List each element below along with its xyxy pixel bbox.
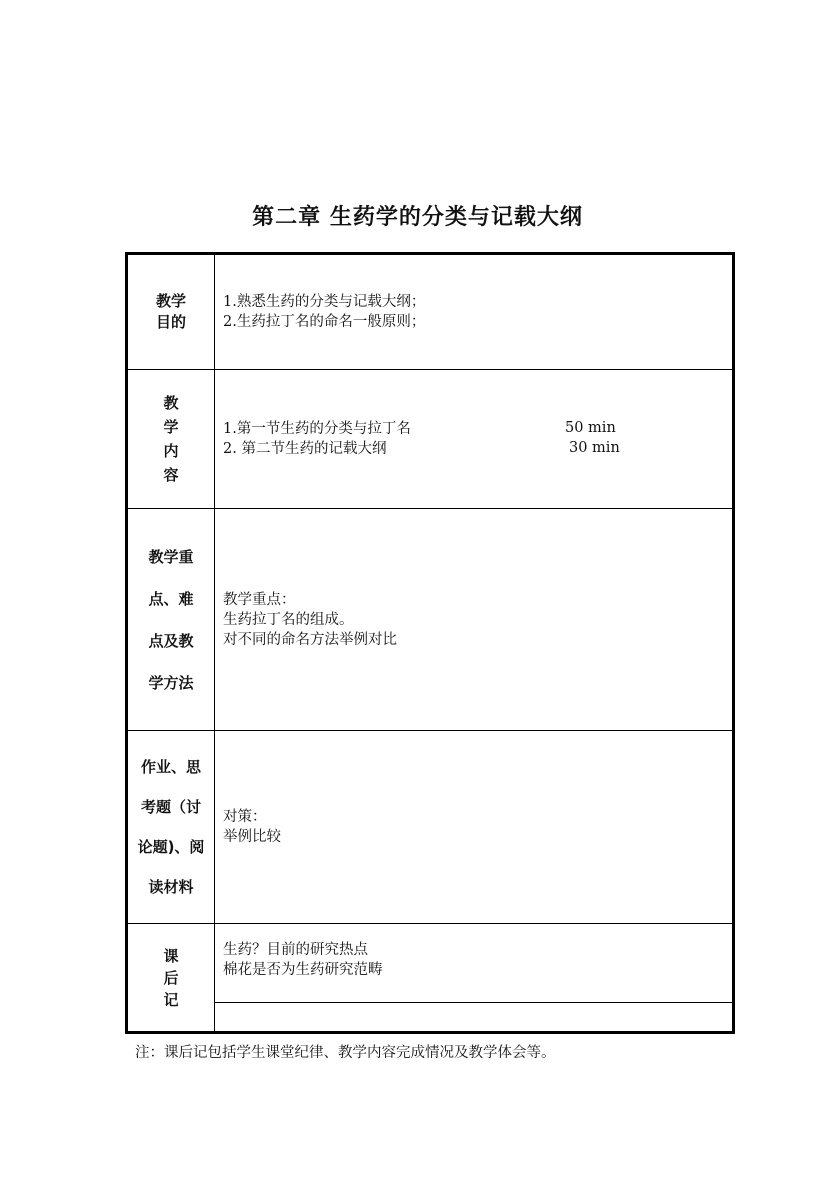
label-line: 读材料 [148, 878, 194, 896]
page-title: 第二章 生药学的分类与记载大纲 [252, 205, 583, 230]
focus-content [215, 509, 732, 730]
label-line: 学 [163, 418, 179, 436]
content-item-text: 2. 第二节生药的记载大纲 [223, 441, 387, 457]
objectives-row [128, 255, 732, 370]
label-line: 课 [163, 946, 179, 965]
content-line: 生药？目前的研究热点 [223, 942, 368, 958]
content-line: 生药拉丁名的组成。 [223, 611, 354, 628]
content-line: 对策： [223, 809, 267, 825]
lesson-plan-table [125, 252, 735, 1034]
content-line: 1.熟悉生药的分类与记载大纲； [223, 294, 426, 310]
label-line: 论题)、阅 [137, 838, 205, 856]
label-line: 学方法 [148, 673, 194, 692]
content-item-time: 30 min [569, 440, 620, 456]
content-line: 举例比较 [223, 829, 281, 845]
label-line: 教学 [155, 292, 186, 310]
label-line: 后 [163, 968, 179, 987]
label-line: 考题（讨 [140, 798, 201, 816]
content-line: 对不同的命名方法举例对比 [223, 631, 397, 648]
homework-row [128, 731, 732, 924]
content-item-time: 50 min [565, 420, 616, 436]
label-line: 教学重 [148, 547, 194, 566]
footnote: 注：课后记包括学生课堂纪律、教学内容完成情况及教学体会等。 [135, 1045, 556, 1061]
content-items [215, 370, 732, 508]
label-line: 点及教 [148, 631, 194, 650]
content-row [128, 370, 732, 509]
afterclass-row [128, 924, 732, 1031]
label-line: 教 [163, 394, 179, 412]
afterclass-content [215, 924, 732, 1002]
content-line: 教学重点： [223, 591, 296, 608]
afterclass-label [128, 924, 215, 1031]
afterclass-empty-cell [215, 1002, 732, 1031]
label-line: 目的 [155, 313, 186, 331]
label-line: 内 [163, 442, 179, 460]
content-item-text: 1.第一节生药的分类与拉丁名 [223, 421, 411, 437]
content-line: 2.生药拉丁名的命名一般原则； [223, 314, 426, 330]
content-label [128, 370, 215, 508]
homework-label [128, 731, 215, 923]
label-line: 容 [163, 466, 179, 484]
homework-content [215, 731, 732, 923]
label-line: 作业、思 [140, 758, 201, 776]
label-line: 点、难 [148, 589, 194, 608]
focus-row [128, 509, 732, 731]
focus-label [128, 509, 215, 730]
objectives-content [215, 255, 732, 369]
content-line: 棉花是否为生药研究范畴 [223, 962, 383, 978]
label-line: 记 [163, 990, 179, 1009]
objectives-label [128, 255, 215, 369]
